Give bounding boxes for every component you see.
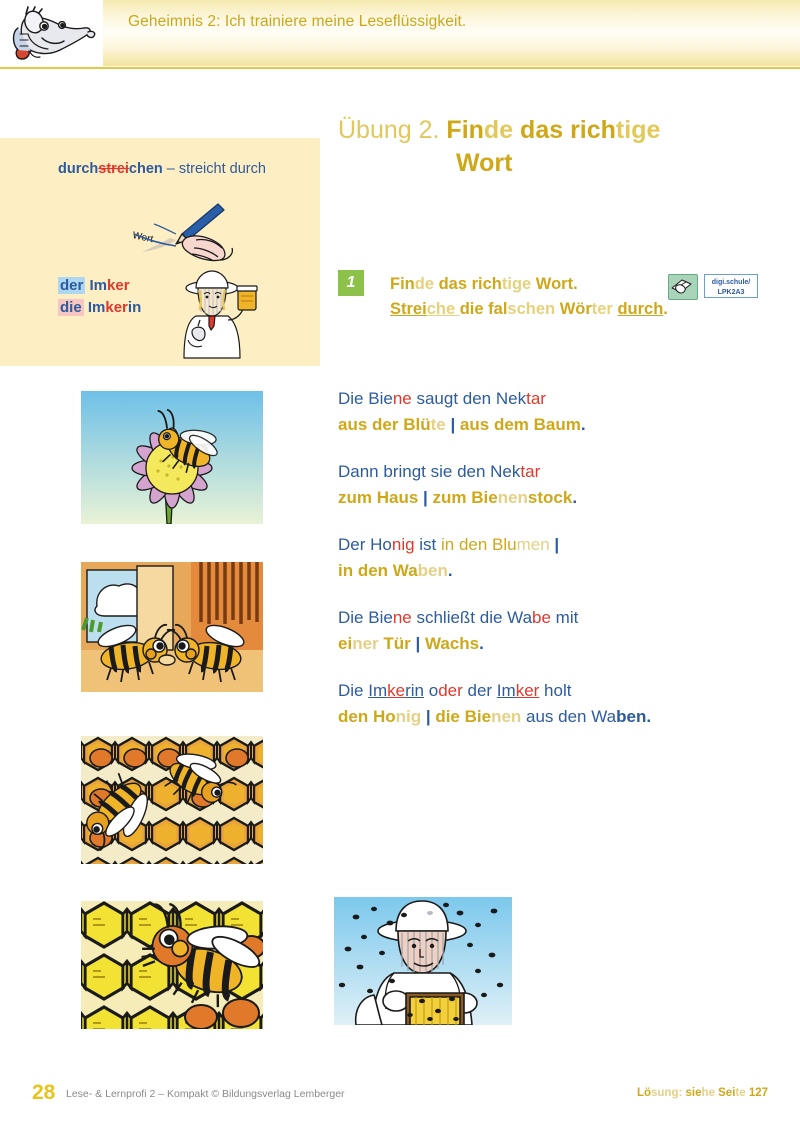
sentence-2-options[interactable] bbox=[338, 485, 768, 511]
noun-imkerin-stem: Im bbox=[87, 299, 106, 316]
text-run: ben bbox=[616, 707, 647, 726]
text-run: Lö bbox=[636, 1087, 651, 1099]
sentence-4-line-1 bbox=[338, 605, 768, 631]
two-bees-at-hive-entrance-image bbox=[81, 562, 263, 692]
text-run: Die bbox=[338, 681, 369, 700]
legend-line-feminine bbox=[58, 297, 141, 319]
text-run: aus der Blü bbox=[338, 415, 431, 434]
text-run: de bbox=[414, 275, 439, 293]
sentence-3-line-1 bbox=[338, 532, 768, 558]
bee-on-flower-image bbox=[81, 391, 263, 524]
text-run: nig bbox=[395, 707, 422, 726]
text-run: Der Ho bbox=[338, 535, 392, 554]
sentence-3-options[interactable] bbox=[338, 558, 768, 584]
sentence-2[interactable] bbox=[338, 459, 768, 511]
sentence-5-options[interactable] bbox=[338, 704, 768, 730]
text-run: den Ho bbox=[338, 707, 396, 726]
text-run: der bbox=[462, 681, 497, 700]
text-run: . bbox=[580, 415, 586, 434]
sentence-4[interactable] bbox=[338, 605, 768, 657]
text-run: rin bbox=[405, 681, 424, 700]
text-run: Wort. bbox=[535, 275, 578, 293]
text-run: ke bbox=[387, 681, 406, 700]
text-run: der bbox=[438, 681, 463, 700]
exercise-sentence-list bbox=[338, 386, 768, 751]
text-run: . bbox=[572, 488, 578, 507]
noun-imker-stem: Im bbox=[89, 277, 108, 294]
sentence-2-line-1 bbox=[338, 459, 768, 485]
text-run: Die Bie bbox=[338, 389, 393, 408]
task-number-badge: 1 bbox=[338, 270, 364, 296]
imprint-text: Lese- & Lernprofi 2 – Kompakt © Bildungsverlag Lemberger bbox=[66, 1088, 345, 1100]
text-run: nig bbox=[391, 535, 415, 554]
text-run: tige bbox=[501, 275, 536, 293]
bee-closeup-on-honeycomb-image bbox=[81, 901, 263, 1029]
text-run: Dann bringt sie den Nek bbox=[338, 462, 521, 481]
legend-line-masculine bbox=[58, 275, 141, 297]
hand-pointing-card-icon[interactable] bbox=[668, 274, 698, 300]
legend-word-strikethrough: strei bbox=[98, 161, 129, 177]
text-run: | bbox=[549, 535, 560, 554]
exercise-title-seg4: tige bbox=[615, 116, 661, 144]
text-run: . bbox=[479, 634, 484, 653]
text-run: stock bbox=[527, 488, 573, 507]
text-run: das rich bbox=[438, 275, 502, 293]
text-run: men bbox=[516, 535, 550, 554]
text-run: Sei bbox=[718, 1087, 736, 1099]
text-run: | bbox=[418, 488, 433, 507]
text-run: ben bbox=[417, 561, 448, 580]
text-run: in den Wa bbox=[338, 561, 418, 580]
legend-entry-durchstreichen bbox=[58, 159, 308, 180]
text-run: in den Blu bbox=[441, 535, 517, 554]
text-run: durch bbox=[617, 300, 664, 318]
text-run: mit bbox=[550, 608, 579, 627]
text-run: sung: bbox=[651, 1087, 686, 1099]
text-run: Im bbox=[368, 681, 388, 700]
text-run: Fin bbox=[390, 275, 415, 293]
text-run: te bbox=[735, 1087, 749, 1099]
text-run: aus dem Baum bbox=[459, 415, 581, 434]
text-run: die fal bbox=[459, 300, 508, 318]
text-run: nen bbox=[497, 488, 528, 507]
sentence-5[interactable] bbox=[338, 678, 768, 730]
text-run: te bbox=[430, 415, 446, 434]
text-run: 127 bbox=[748, 1087, 768, 1099]
text-run: ter bbox=[591, 300, 618, 318]
header-divider bbox=[0, 67, 800, 69]
beekeeper-holding-frame-image bbox=[334, 897, 512, 1025]
text-run: he bbox=[701, 1087, 719, 1099]
text-run: ei bbox=[338, 634, 353, 653]
text-run: ist bbox=[414, 535, 441, 554]
hand-with-pencil-illustration bbox=[124, 200, 244, 267]
task-instruction bbox=[390, 272, 680, 322]
chapter-title: Geheimnis 2: Ich trainiere meine Leseflüssigkeit. bbox=[128, 13, 467, 30]
legend-word-part-a: durch bbox=[58, 161, 99, 177]
cartoon-mouse-reading-icon bbox=[8, 4, 96, 62]
text-run: Die Bie bbox=[338, 608, 393, 627]
task-instruction-line-1 bbox=[390, 272, 680, 297]
legend-word-part-c: chen bbox=[128, 161, 163, 177]
exercise-title-seg2: de bbox=[483, 116, 521, 144]
sentence-4-options[interactable] bbox=[338, 631, 768, 657]
digi-schule-code[interactable] bbox=[704, 274, 758, 298]
sentence-1-options[interactable] bbox=[338, 412, 768, 438]
bees-on-honeycomb-image bbox=[81, 736, 263, 864]
sentence-5-line-1 bbox=[338, 678, 768, 704]
text-run: zum Haus bbox=[338, 488, 419, 507]
text-run: aus den Wa bbox=[521, 707, 617, 726]
digi-code-line1: digi.schule/ bbox=[711, 279, 751, 286]
digi-code-line2: LPK2A3 bbox=[717, 288, 745, 296]
noun-imkerin-suffix: in bbox=[127, 299, 142, 316]
header-band bbox=[103, 0, 800, 66]
text-run: ne bbox=[392, 608, 412, 627]
noun-imkerin-syllable: ker bbox=[105, 299, 128, 316]
exercise-title-seg1: Fin bbox=[446, 116, 484, 144]
sentence-3[interactable] bbox=[338, 532, 768, 584]
article-die: die bbox=[60, 299, 82, 316]
text-run: | bbox=[421, 707, 436, 726]
text-run: tar bbox=[526, 389, 546, 408]
text-run: ner bbox=[352, 634, 384, 653]
page-footer bbox=[0, 1081, 800, 1121]
text-run: schen bbox=[507, 300, 560, 318]
task-instruction-line-2 bbox=[390, 297, 680, 322]
text-run: tar bbox=[520, 462, 541, 481]
page-number: 28 bbox=[32, 1081, 56, 1104]
beekeeper-illustration bbox=[168, 266, 268, 367]
text-run: die Bie bbox=[435, 707, 492, 726]
legend-word-definition: streicht durch bbox=[178, 161, 266, 177]
text-run: Im bbox=[496, 681, 516, 700]
noun-imker-syllable: ker bbox=[107, 277, 130, 294]
legend-box bbox=[0, 138, 320, 366]
text-run: . bbox=[447, 561, 453, 580]
text-run: che bbox=[426, 300, 460, 318]
text-run: Wachs bbox=[424, 634, 480, 653]
text-run: Tür bbox=[383, 634, 411, 653]
text-run: be bbox=[532, 608, 551, 627]
text-run: schließt die Wa bbox=[411, 608, 533, 627]
sentence-1[interactable] bbox=[338, 386, 768, 438]
sentence-1-line-1 bbox=[338, 386, 768, 412]
text-run: sie bbox=[685, 1087, 702, 1099]
text-run: o bbox=[424, 681, 439, 700]
page-header bbox=[0, 0, 800, 70]
text-run: Strei bbox=[390, 300, 427, 318]
mascot-logo bbox=[0, 0, 103, 66]
text-run: Wör bbox=[559, 300, 592, 318]
legend-dash: – bbox=[162, 161, 179, 177]
article-der: der bbox=[60, 277, 84, 294]
text-run: | bbox=[410, 634, 425, 653]
exercise-title-seg5: Wort bbox=[456, 149, 513, 177]
text-run: ne bbox=[392, 389, 412, 408]
text-run: saugt den Nek bbox=[411, 389, 527, 408]
text-run: . bbox=[646, 707, 652, 726]
exercise-title bbox=[338, 114, 758, 180]
solution-reference bbox=[637, 1087, 768, 1099]
text-run: ker bbox=[515, 681, 540, 700]
text-run: nen bbox=[491, 707, 522, 726]
text-run: holt bbox=[539, 681, 572, 700]
text-run: | bbox=[445, 415, 460, 434]
legend-entry-imker bbox=[58, 275, 141, 319]
text-run: zum Bie bbox=[432, 488, 498, 507]
svg-text:Wort: Wort bbox=[131, 230, 155, 246]
exercise-title-prefix: Übung 2. bbox=[338, 116, 447, 144]
text-run: . bbox=[663, 300, 668, 318]
exercise-title-seg3: das rich bbox=[520, 116, 616, 144]
